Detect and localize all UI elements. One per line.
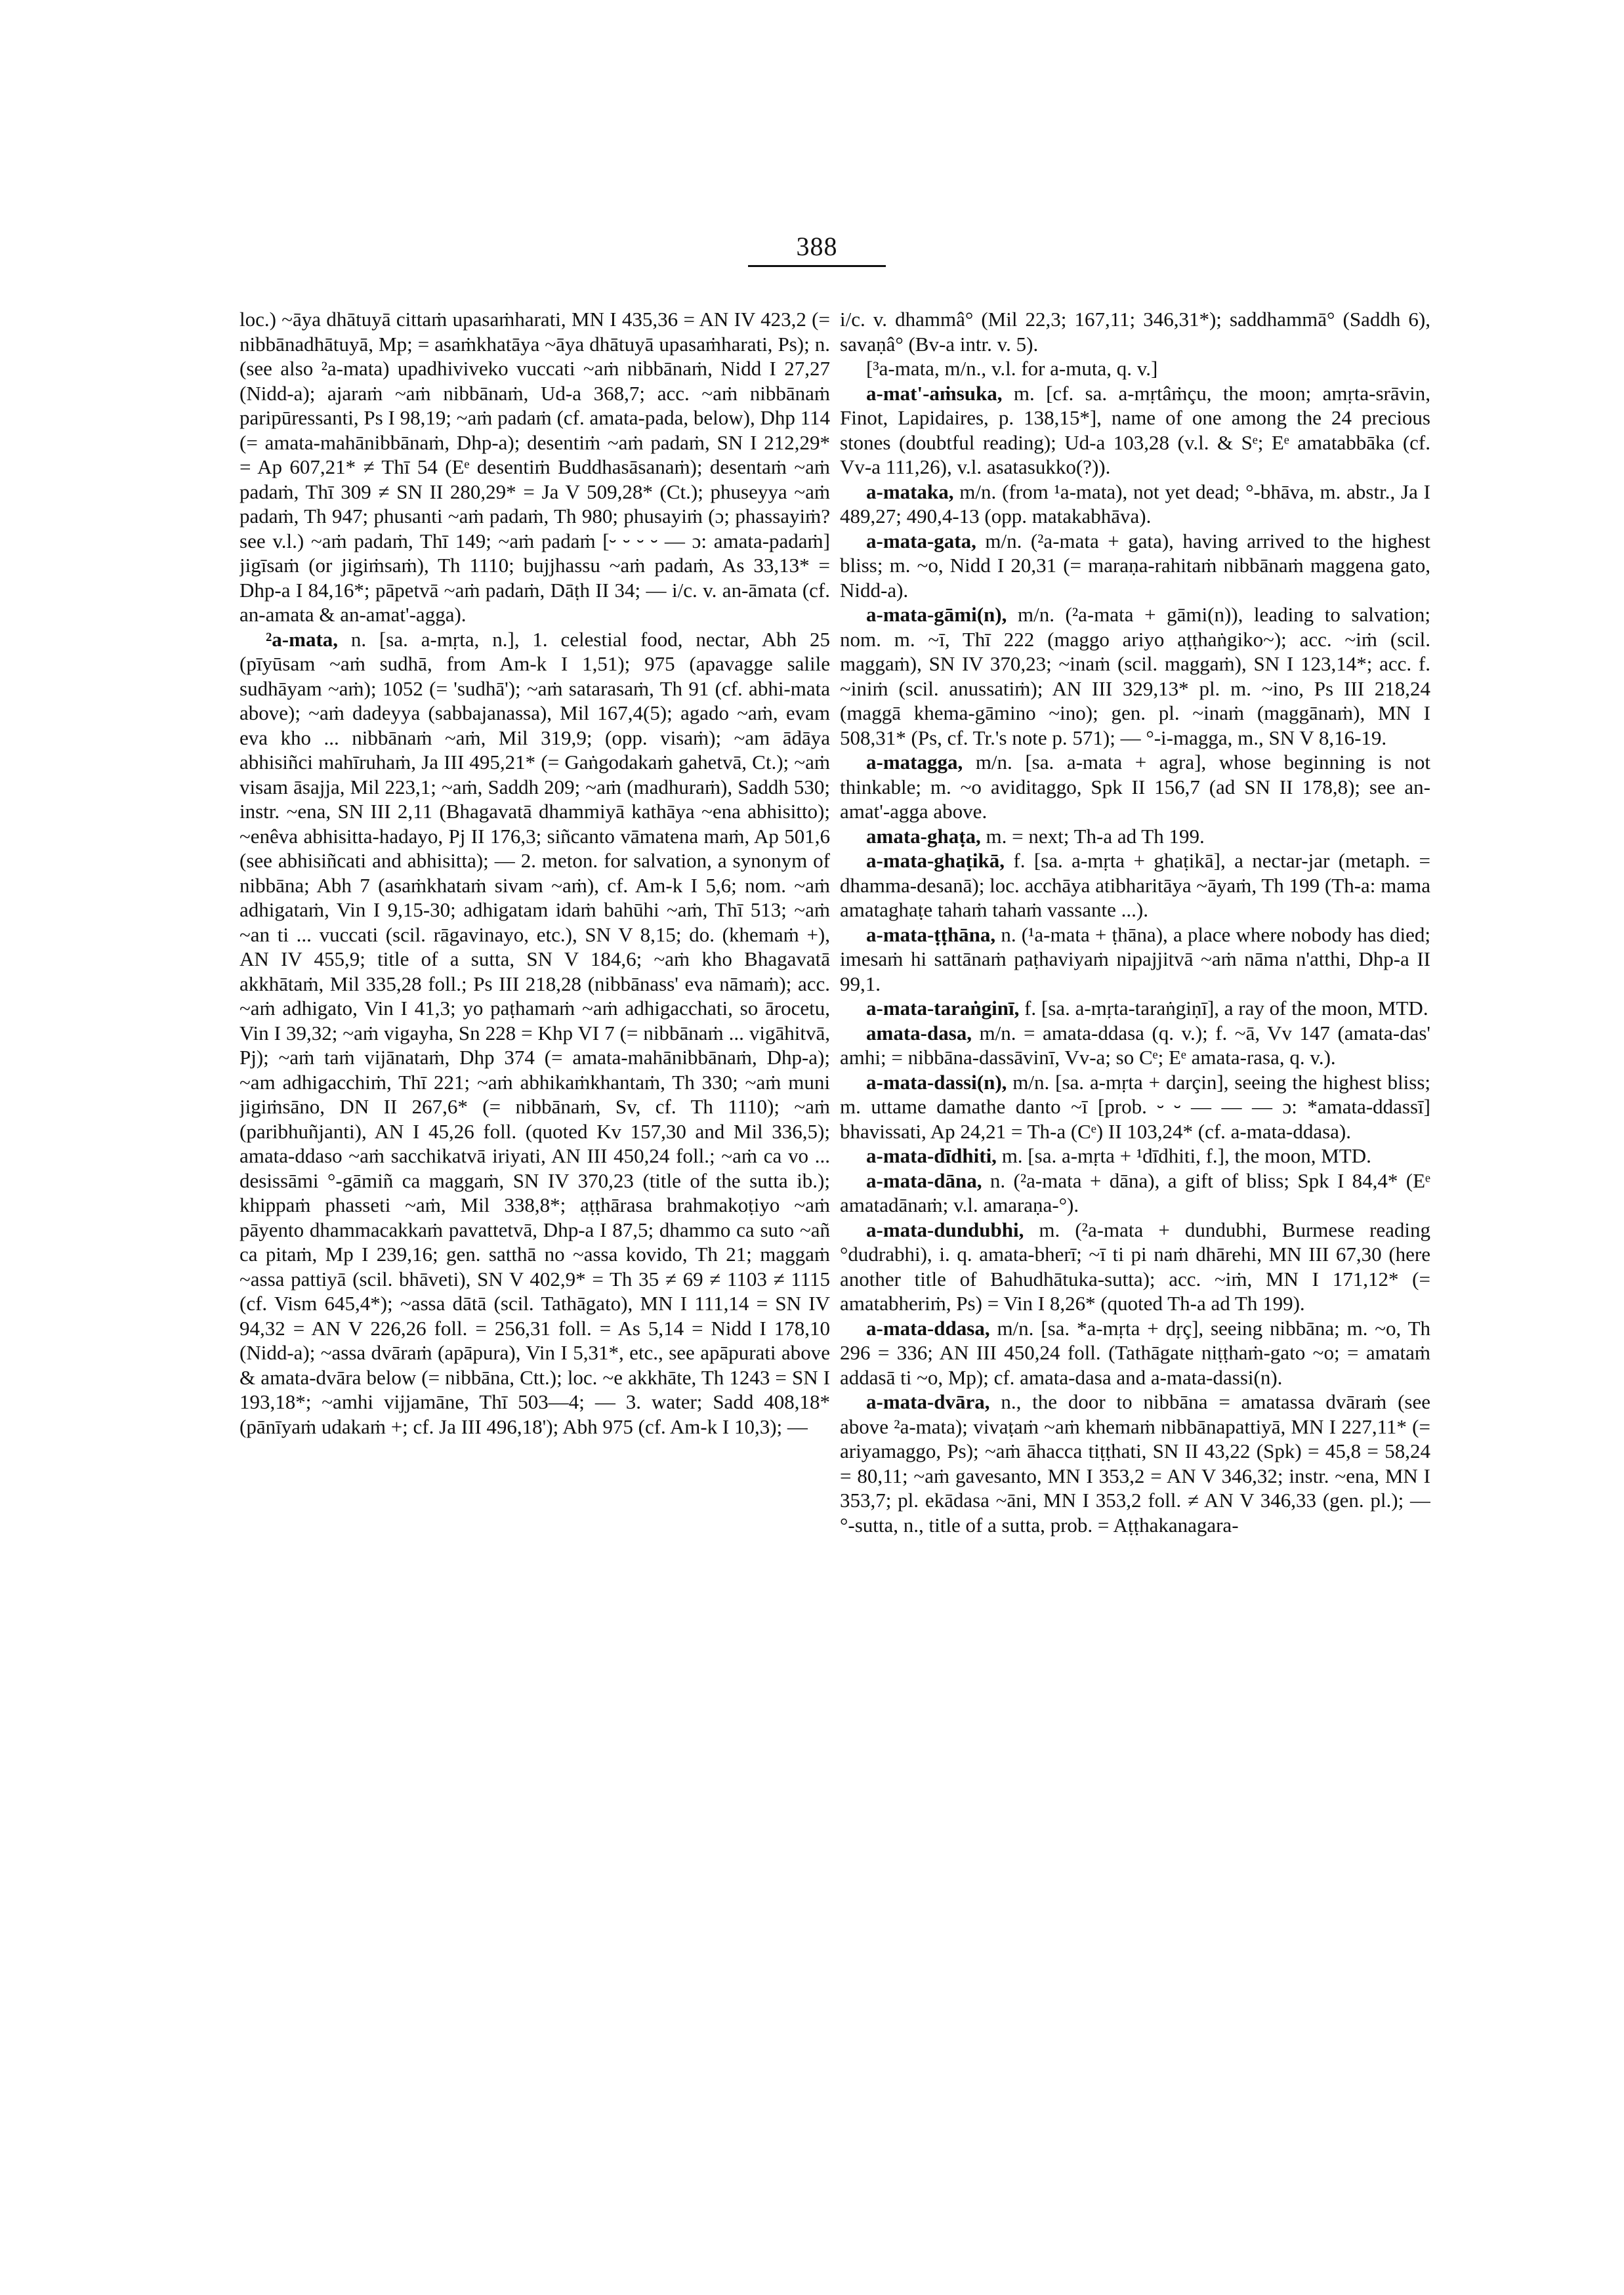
entry-headword: amata-dasa,: [866, 1021, 972, 1044]
entry-text: n., the door to nibbāna = amatassa dvāraṁ (see above ²a-mata); vivaṭaṁ ~aṁ khemaṁ nibbānapattiyā, MN I 227,11* (= ariyamaggo, Ps); ~aṁ āhacca tiṭṭhati, SN II 43,22 (Spk) = 45,8 = 58,24 = 80,11; ~aṁ gavesanto, MN I 353,2 = AN V 346,32; instr. ~ena, MN I 353,7; pl. ekādasa ~āni, MN I 353,2 foll. ≠ AN V 346,33 (gen. pl.); — °-sutta, n., title of a sutta, prob. = Aṭṭhakanagara-: [840, 1390, 1430, 1537]
entry-text: [³a-mata, m/n., v.l. for a-muta, q. v.]: [866, 357, 1158, 380]
entry-headword: a-mata-ṭṭhāna,: [866, 922, 996, 946]
entry-headword: a-mata-ghaṭikā,: [866, 849, 1005, 872]
dictionary-entry: [840, 307, 1430, 356]
dictionary-entry: [840, 824, 1430, 849]
dictionary-entry: [840, 1144, 1430, 1168]
dictionary-entry: [840, 381, 1430, 480]
entry-headword: ²a-mata,: [266, 627, 339, 651]
page-number: 388: [796, 232, 838, 261]
entry-headword: a-matagga,: [866, 751, 963, 774]
entry-text: m. = next; Th-a ad Th 199.: [986, 824, 1205, 848]
entry-headword: a-mata-taraṅginī,: [866, 997, 1020, 1020]
entry-text: loc.) ~āya dhātuyā cittaṁ upasaṁharati, MN I 435,36 = AN IV 423,2 (= nibbānadhātuyā, Mp; = asaṁkhatāya ~āya dhātuyā upasaṁharati, Ps); n. (see also ²a-mata) upadhiviveko vuccati ~aṁ nibbānaṁ, Nidd I 27,27 (Nidd-a); ajaraṁ ~aṁ nibbānaṁ, Ud-a 368,7; acc. ~aṁ nibbānaṁ paripūressanti, Ps I 98,19; ~aṁ padaṁ (cf. amata-pada, below), Dhp 114 (= amata-mahānibbānaṁ, Dhp-a); desentiṁ ~aṁ padaṁ, SN I 212,29* = Ap 607,21* ≠ Thī 54 (Eᵉ desentiṁ Buddhasāsanaṁ); desentaṁ ~aṁ padaṁ, Thī 309 ≠ SN II 280,29* = Ja V 509,28* (Ct.); phuseyya ~aṁ padaṁ, Th 947; phusanti ~aṁ padaṁ, Th 980; phusayiṁ (ɔ; phassayiṁ? see v.l.) ~aṁ padaṁ, Thī 149; ~aṁ padaṁ [⏑ ⏑ ⏑ ⏑ — ɔ: amata-padaṁ] jigīsaṁ (or jigiṁsaṁ), Th 1110; bujjhassu ~aṁ padaṁ, As 33,13* = Dhp-a I 84,16*; pāpetvā ~aṁ padaṁ, Dāṭh II 34; — i/c. v. an-āmata (cf. an-amata & an-amat'-agga).: [239, 308, 830, 626]
entry-text: m/n. [sa. a-mata + agra], whose beginning is not thinkable; m. ~o aviditaggo, Spk II 156,7 (ad SN II 178,8); see an-amat'-agga above.: [840, 751, 1430, 823]
entry-headword: a-mata-dundubhi,: [866, 1218, 1024, 1241]
dictionary-entry: [840, 529, 1430, 603]
entry-text: m/n. (²a-mata + gata), having arrived to the highest bliss; m. ~o, Nidd I 20,31 (= maraṇa-rahitaṁ nibbānaṁ maggena gato, Nidd-a).: [840, 529, 1430, 602]
dictionary-entry: [840, 602, 1430, 750]
entry-headword: a-mataka,: [866, 480, 954, 503]
dictionary-entry: [840, 1390, 1430, 1537]
dictionary-entry: [840, 1021, 1430, 1070]
dictionary-entry: [840, 1070, 1430, 1144]
entry-text: n. (²a-mata + dāna), a gift of bliss; Spk I 84,4* (Eᵉ amatadānaṁ; v.l. amaraṇa-°).: [840, 1168, 1430, 1216]
entry-headword: a-mata-gāmi(n),: [866, 603, 1007, 626]
dictionary-entry: [840, 922, 1430, 997]
entry-text: f. [sa. a-mṛta + ghaṭikā], a nectar-jar (metaph. = dhamma-desanā); loc. acchāya atibharitāya ~āyaṁ, Th 199 (Th-a: mama amataghaṭe tahaṁ tahaṁ vassante ...).: [840, 849, 1430, 921]
entry-text: f. [sa. a-mṛta-taraṅgiṇī], a ray of the moon, MTD.: [1024, 997, 1428, 1020]
dictionary-entry: [239, 627, 830, 1439]
entry-text: n. [sa. a-mṛta, n.], 1. celestial food, nectar, Abh 25 (pīyūsam ~aṁ sudhā, from Am-k I 1,51); 975 (apavagge salile sudhāyam ~aṁ); 1052 (= 'sudhā'); ~aṁ satarasaṁ, Th 91 (cf. abhi-mata above); ~aṁ dadeyya (sabbajanassa), Mil 167,4(5); agado ~aṁ, evam eva kho ... nibbānaṁ ~aṁ, Mil 319,9; (opp. visaṁ); ~am ādāya abhisiñci mahīruhaṁ, Ja III 495,21* (= Gaṅgodakaṁ gahetvā, Ct.); ~aṁ visam āsajja, Mil 223,1; ~aṁ, Saddh 209; ~aṁ (madhuraṁ), Saddh 530; instr. ~ena, SN III 2,11 (Bhagavatā dhammiyā kathāya ~ena abhisitto); ~enêva abhisitta-hadayo, Pj II 176,3; siñcanto vāmatena maṁ, Ap 501,6 (see abhisiñcati and abhisitta); — 2. meton. for salvation, a synonym of nibbāna; Abh 7 (asaṁkhataṁ sivam ~aṁ), cf. Am-k I 5,6; nom. ~aṁ adhigataṁ, Vin I 9,15-30; adhigatam idaṁ bahūhi ~aṁ, Thī 513; ~aṁ ~an ti ... vuccati (scil. rāgavinayo, etc.), SN V 8,15; do. (khemaṁ +), AN IV 455,9; title of a sutta, SN V 184,6; ~aṁ kho Bhagavatā akkhātaṁ, Mil 335,28 foll.; Ps III 218,28 (nibbānass' eva nāmaṁ); acc. ~aṁ adhigato, Vin I 41,3; yo paṭhamaṁ ~aṁ adhigacchati, so ārocetu, Vin I 39,32; ~aṁ vigayha, Sn 228 = Khp VI 7 (= nibbānaṁ ... vigāhitvā, Pj); ~aṁ taṁ vijānataṁ, Dhp 374 (= amata-mahānibbānaṁ, Dhp-a); ~am adhigacchiṁ, Thī 221; ~aṁ abhikaṁkhantaṁ, Th 330; ~aṁ muni jigiṁsāno, DN II 267,6* (= nibbānaṁ, Sv, cf. Th 1110); ~aṁ (paribhuñjanti), AN I 45,26 foll. (quoted Kv 157,30 and Mil 336,5); amata-ddaso ~aṁ sacchikatvā iriyati, AN III 450,24 foll.; ~aṁ ca vo ... desissāmi °-gāmiñ ca maggaṁ, SN IV 370,23 (title of the sutta ib.); khippaṁ phasseti ~aṁ, Mil 338,8*; aṭṭhārasa brahmakoṭiyo ~aṁ pāyento dhammacakkaṁ pavattetvā, Dhp-a I 87,5; dhammo ca suto ~añ ca pitaṁ, Mp I 239,16; gen. satthā no ~assa kovido, Th 21; maggaṁ ~assa pattiyā (scil. bhāveti), SN V 402,9* = Th 35 ≠ 69 ≠ 1103 ≠ 1115 (cf. Vism 645,4*); ~assa dātā (scil. Tathāgato), MN I 111,14 = SN IV 94,32 = AN V 226,26 foll. = 256,31 foll. = As 5,14 = Nidd I 178,10 (Nidd-a); ~assa dvāraṁ (apāpura), Vin I 5,31*, etc., see apāpurati above & amata-dvāra below (= nibbāna, Ctt.); loc. ~e akkhāte, Th 1243 = SN I 193,18*; ~amhi vijjamāne, Thī 503—4; — 3. water; Sadd 408,18* (pānīyaṁ udakaṁ +; cf. Ja III 496,18'); Abh 975 (cf. Am-k I 10,3); —: [239, 627, 830, 1438]
entry-text: m. [sa. a-mṛta + ¹dīdhiti, f.], the moon, MTD.: [1001, 1144, 1371, 1167]
entry-headword: a-mata-gata,: [866, 529, 976, 552]
entry-text: m/n. (from ¹a-mata), not yet dead; °-bhāva, m. abstr., Ja I 489,27; 490,4-13 (opp. matakabhāva).: [840, 480, 1430, 527]
entry-text: m/n. [sa. *a-mṛta + dṛç], seeing nibbāna; m. ~o, Th 296 = 336; AN III 450,24 foll. (Tathāgate niṭṭhaṁ-gato ~o; = amataṁ addasā ti ~o, Mp); cf. amata-dasa and a-mata-dassi(n).: [840, 1316, 1430, 1389]
entry-headword: a-mata-dassi(n),: [866, 1070, 1007, 1094]
entry-headword: a-mata-dvāra,: [866, 1390, 990, 1413]
dictionary-entry: [840, 356, 1430, 381]
entry-headword: a-mata-ddasa,: [866, 1316, 990, 1340]
dictionary-entry: [840, 750, 1430, 824]
dictionary-entry: [840, 1218, 1430, 1316]
entry-text: m/n. [sa. a-mṛta + darçin], seeing the highest bliss; m. uttame damathe danto ~ī [prob. ⏑ ⏑ — — — ɔ: *amata-ddassī] bhavissati, Ap 24,21 = Th-a (Cᵉ) II 103,24* (cf. a-mata-ddasa).: [840, 1070, 1430, 1143]
dictionary-entry: [840, 1168, 1430, 1218]
entry-text: m/n. (²a-mata + gāmi(n)), leading to salvation; nom. m. ~ī, Thī 222 (maggo ariyo aṭṭhaṅgiko~); acc. ~iṁ (scil. maggaṁ), SN IV 370,23; ~inaṁ (scil. maggaṁ), SN I 123,14*; acc. f. ~iniṁ (scil. anussatiṁ); AN III 329,13* pl. m. ~ino, Ps III 218,24 (maggā khema-gāmino ~ino); gen. pl. ~inaṁ (maggānaṁ), MN I 508,31* (Ps, cf. Tr.'s note p. 571); — °-i-magga, m., SN V 8,16-19.: [840, 603, 1430, 749]
entry-text: i/c. v. dhammâ° (Mil 22,3; 167,11; 346,31*); saddhammā° (Saddh 6), savaṇâ° (Bv-a intr. v. 5).: [840, 308, 1430, 356]
entry-headword: amata-ghaṭa,: [866, 824, 981, 848]
dictionary-entry: [840, 996, 1430, 1021]
entry-headword: a-mata-dāna,: [866, 1168, 982, 1192]
left-column: [239, 307, 830, 2249]
header-rule: [748, 265, 886, 267]
dictionary-entry: [239, 307, 830, 627]
entry-text: m. [cf. sa. a-mṛtâṁçu, the moon; amṛta-srāvin, Finot, Lapidaires, p. 138,15*], name of one among the 24 precious stones (doubtful reading); Ud-a 103,28 (v.l. & Sᵉ; Eᵉ amatabbāka (cf. Vv-a 111,26), v.l. asatasukko(?)).: [840, 381, 1430, 478]
entry-headword: a-mata-dīdhiti,: [866, 1144, 997, 1167]
entry-text: n. (¹a-mata + ṭhāna), a place where nobody has died; imesaṁ hi sattānaṁ paṭhaviyaṁ nipajjitvā ~aṁ nāma n'atthi, Dhp-a II 99,1.: [840, 922, 1430, 995]
dictionary-entry: [840, 1316, 1430, 1390]
entry-headword: a-mat'-aṁsuka,: [866, 381, 1003, 405]
entry-text: m. (²a-mata + dundubhi, Burmese reading °dudrabhi), i. q. amata-bherī; ~ī ti pi naṁ dhārehi, MN III 67,30 (here another title of Bahudhātuka-sutta); acc. ~iṁ, MN I 171,12* (= amatabheriṁ, Ps) = Vin I 8,26* (quoted Th-a ad Th 199).: [840, 1218, 1430, 1315]
dictionary-entry: [840, 480, 1430, 529]
right-column: [840, 307, 1430, 2249]
entry-text: m/n. = amata-ddasa (q. v.); f. ~ā, Vv 147 (amata-das' amhi; = nibbāna-dassāvinī, Vv-a; so Cᵉ; Eᵉ amata-rasa, q. v.).: [840, 1021, 1430, 1069]
dictionary-entry: [840, 848, 1430, 922]
